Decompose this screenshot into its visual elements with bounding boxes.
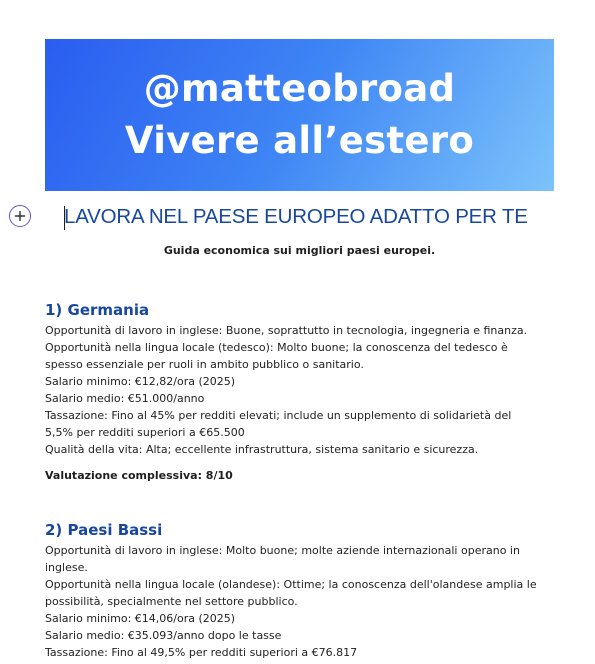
- section-line: Salario minimo: €14,06/ora (2025): [45, 612, 236, 625]
- overall-rating: Valutazione complessiva: 8/10: [45, 469, 233, 482]
- section-line: Opportunità di lavoro in inglese: Buone, soprattutto in tecnologia, ingegneria e finanza.: [45, 324, 528, 337]
- section-germania: [45, 300, 565, 484]
- section-line: inglese.: [45, 561, 88, 574]
- add-block-button[interactable]: [9, 205, 31, 227]
- section-line: spesso essenziale per ruoli in ambito pubblico o sanitario.: [45, 358, 364, 371]
- section-paesi-bassi: [45, 520, 565, 661]
- banner-handle: @matteobroad: [143, 67, 456, 110]
- section-line: Tassazione: Fino al 45% per redditi elevati; include un supplemento di solidarietà del: [45, 409, 512, 422]
- section-line: Salario medio: €51.000/anno: [45, 392, 205, 405]
- section-line: Opportunità nella lingua locale (tedesco): Molto buone; la conoscenza del tedesco è: [45, 341, 508, 354]
- section-line: Salario minimo: €12,82/ora (2025): [45, 375, 236, 388]
- section-heading: 1) Germania: [45, 301, 150, 319]
- header-banner: [45, 39, 554, 191]
- document-subtitle: Guida economica sui migliori paesi europei.: [163, 244, 436, 257]
- section-heading: 2) Paesi Bassi: [45, 521, 163, 539]
- section-line: 5,5% per redditi superiori a €65.500: [45, 426, 245, 439]
- section-line: Opportunità nella lingua locale (olandese): Ottime; la conoscenza dell'olandese amplia le: [45, 578, 537, 591]
- document-title[interactable]: LAVORA NEL PAESE EUROPEO ADATTO PER TE: [64, 205, 528, 228]
- section-line: Qualità della vita: Alta; eccellente infrastruttura, sistema sanitario e sicurezza.: [45, 443, 479, 456]
- banner-headline: Vivere all’estero: [124, 119, 475, 162]
- section-line: possibilità, specialmente nel settore pubblico.: [45, 595, 298, 608]
- section-line: Salario medio: €35.093/anno dopo le tasse: [45, 629, 282, 642]
- plus-icon: [14, 210, 26, 222]
- section-line: Tassazione: Fino al 49,5% per redditi superiori a €76.817: [45, 646, 358, 659]
- section-line: Opportunità di lavoro in inglese: Molto buone; molte aziende internazionali operano in: [45, 544, 520, 557]
